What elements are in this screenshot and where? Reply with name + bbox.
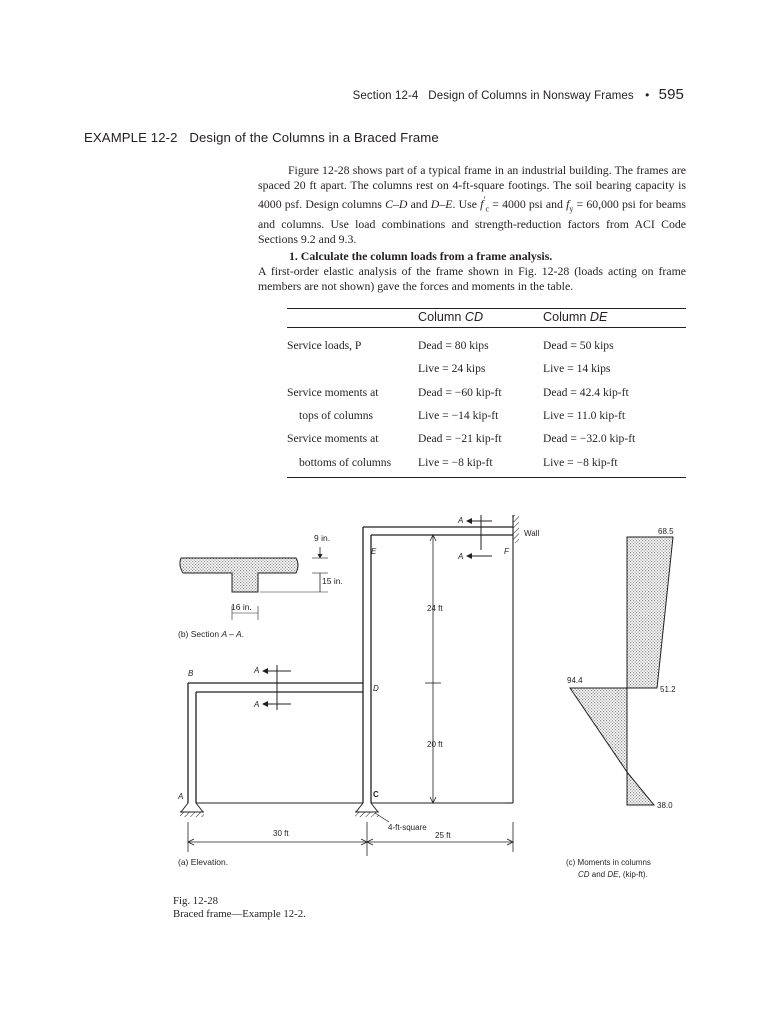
moments-caption-line1: (c) Moments in columns	[566, 858, 651, 867]
section-a-label: A	[254, 700, 260, 709]
caption-ital: DE	[607, 870, 619, 879]
figure-number: Fig. 12-28	[173, 895, 218, 907]
section-a-a	[178, 533, 343, 639]
row-label: Service moments at	[287, 432, 379, 446]
cell-de: Live = 11.0 kip-ft	[543, 409, 626, 423]
footing-leader	[375, 813, 389, 822]
moments-caption-line2	[578, 870, 648, 879]
support-hatch	[180, 812, 204, 817]
intro-paragraph	[258, 163, 686, 247]
pin-support-c	[356, 803, 378, 812]
example-number: EXAMPLE 12-2	[84, 130, 178, 145]
moment-value-51-2: 51.2	[660, 685, 676, 694]
caption-text: and	[589, 870, 608, 879]
cell-de: Live = 14 kips	[543, 362, 611, 376]
para-text: = 4000 psi and	[489, 197, 567, 212]
table-row	[287, 427, 686, 450]
col-d: D	[398, 197, 408, 212]
label-e: E	[371, 547, 377, 556]
header-text: Column	[418, 310, 465, 324]
header-ital: CD	[464, 310, 484, 324]
moment-region-cd-bottom	[627, 772, 654, 805]
section-title: Design of Columns in Nonsway Frames	[428, 90, 634, 102]
dim-20ft-label: 20 ft	[427, 740, 443, 749]
example-title: Design of the Columns in a Braced Frame	[189, 130, 439, 145]
table-row	[287, 404, 686, 427]
cell-cd: Dead = 80 kips	[418, 339, 489, 353]
cell-de: Live = −8 kip-ft	[543, 450, 686, 477]
fy-subscript: y	[569, 204, 574, 214]
footing-label: 4-ft-square	[388, 823, 427, 832]
fc-subscript: c	[485, 204, 490, 214]
step-heading: 1. Calculate the column loads from a frame analysis.	[289, 249, 553, 263]
page-number: 595	[658, 86, 684, 103]
section-caption	[178, 629, 244, 639]
para-text: and	[407, 197, 431, 212]
table-header-row	[287, 309, 686, 328]
moment-value-38-0: 38.0	[657, 801, 673, 810]
cell-cd: Dead = −21 kip-ft	[418, 432, 502, 446]
example-heading	[84, 130, 439, 145]
col-e: E	[445, 197, 453, 212]
cell-cd: Live = −8 kip-ft	[418, 450, 543, 477]
header-column-cd	[418, 309, 543, 328]
label-b: B	[188, 669, 194, 678]
dash: –	[392, 197, 399, 212]
bullet-separator: •	[645, 88, 650, 102]
moment-region-cd-top	[570, 688, 627, 772]
header-blank	[287, 309, 418, 328]
dim-9in-label: 9 in.	[314, 533, 331, 543]
dash: –	[439, 197, 446, 212]
figure-title: Braced frame—Example 12-2.	[173, 907, 306, 920]
section-label: Section 12-4	[352, 90, 419, 102]
caption-ital: A – A	[221, 629, 242, 639]
dim-16in-label: 16 in.	[231, 602, 252, 612]
cell-de: Dead = 50 kips	[543, 339, 614, 353]
cell-cd: Dead = −60 kip-ft	[418, 385, 502, 399]
header-ital: DE	[589, 310, 608, 324]
cell-cd: Live = −14 kip-ft	[418, 409, 499, 423]
elevation-caption: (a) Elevation.	[178, 857, 229, 867]
caption-text: , (kip-ft).	[618, 870, 648, 879]
label-a: A	[178, 792, 184, 801]
table-row	[287, 450, 686, 477]
table-row	[287, 328, 686, 358]
dim-24ft-label: 24 ft	[427, 604, 443, 613]
fc-symbol: f	[480, 197, 484, 212]
moment-diagram	[566, 527, 676, 879]
pin-support-a	[181, 803, 203, 812]
table-row	[287, 381, 686, 404]
support-hatch	[355, 812, 379, 817]
header-column-de	[543, 309, 686, 328]
row-label	[287, 357, 418, 380]
fy-symbol: f	[566, 197, 570, 212]
row-label: tops of columns	[299, 409, 374, 423]
cell-de: Dead = −32.0 kip-ft	[543, 432, 636, 446]
row-label: Service moments at	[287, 385, 379, 399]
wall-hatch	[513, 515, 519, 543]
wall-label: Wall	[524, 529, 540, 538]
cell-de: Dead = 42.4 kip-ft	[543, 385, 629, 399]
row-label: Service loads, P	[287, 339, 362, 353]
moment-value-68-5: 68.5	[658, 527, 674, 536]
section-a-label: A	[458, 552, 464, 561]
table-row	[287, 357, 686, 380]
section-a-label: A	[458, 516, 464, 525]
dim-30ft-label: 30 ft	[273, 829, 289, 838]
section-a-label: A	[254, 666, 260, 675]
col-c: C	[385, 197, 393, 212]
cell-cd: Live = 24 kips	[418, 362, 486, 376]
running-head	[200, 86, 684, 103]
para-text: Figure 12-28 shows part of a typical frame in an industrial building. The frames are spaced 20 ft apart. The columns rest on 4-ft-square footings. The soil bearing capacity is 4000 psf. Design columns	[258, 163, 686, 212]
header-text: Column	[543, 310, 590, 324]
prime: ′	[483, 195, 486, 207]
caption-text: .	[241, 629, 245, 639]
col-d: D	[430, 197, 440, 212]
t-beam-section	[180, 558, 298, 592]
label-c: C	[373, 790, 379, 799]
label-f: F	[504, 547, 509, 556]
label-d: D	[373, 684, 379, 693]
dim-25ft-label: 25 ft	[435, 831, 451, 840]
figure-caption	[173, 895, 306, 920]
caption-text: (b) Section	[178, 629, 222, 639]
caption-ital: CD	[578, 870, 590, 879]
moment-region-de	[627, 537, 673, 688]
forces-table	[287, 308, 686, 478]
dim-15in-label: 15 in.	[322, 576, 343, 586]
para-text: = 60,000 psi for beams and columns. Use load combinations and strength-reduction factors from ACI Code Sections 9.2 and 9.3.	[258, 197, 686, 246]
figure-12-28	[0, 480, 768, 890]
moment-value-94-4: 94.4	[567, 676, 583, 685]
step-paragraph: A first-order elastic analysis of the frame shown in Fig. 12-28 (loads acting on frame members are not shown) gave the forces and moments in the table.	[258, 264, 686, 294]
para-text: . Use	[452, 197, 481, 212]
row-label: bottoms of columns	[287, 450, 418, 477]
